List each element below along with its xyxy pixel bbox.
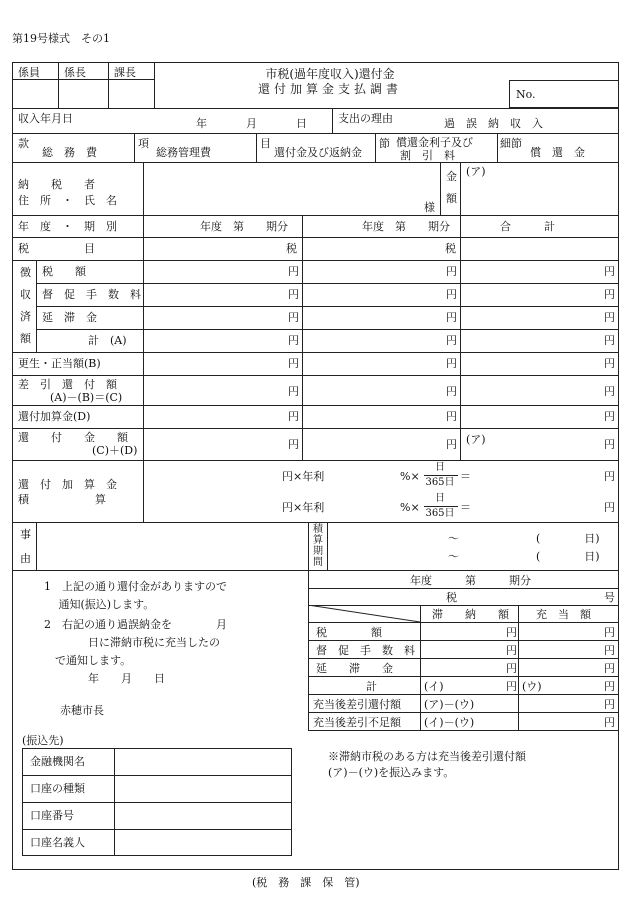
reason-char2: 由: [20, 552, 31, 565]
yen-mark-r4-c0: 円: [288, 357, 299, 370]
period-total: 合 計: [500, 220, 555, 233]
payment-reason-label: 支出の理由: [338, 112, 393, 125]
refund-label-line2: (C)＋(D): [92, 444, 138, 457]
accum-den1: 365日: [425, 477, 455, 488]
delinquent-row-total: 計: [366, 680, 377, 693]
after-refund-label: 充当後差引還付額: [313, 698, 401, 711]
period-tilde2: ～: [448, 550, 459, 563]
accumulation-label-line1: 還 付 加 算 金: [18, 478, 117, 491]
accum-eq1: ＝: [460, 470, 471, 483]
delinquent-period: 年度 第 期分: [410, 574, 531, 587]
collected-late-fee: 延 滞 金: [42, 311, 97, 324]
yen-mark-r7-c1: 円: [446, 438, 457, 451]
correction-label: 更生・正当額(B): [18, 357, 101, 370]
delinquent-col-arrears: 滞 納 額: [432, 608, 509, 621]
form-title-line1: 市税(過年度収入)還付金: [265, 67, 395, 81]
receipt-month: 月: [246, 117, 257, 130]
receipt-day: 日: [296, 117, 307, 130]
collected-total-a: 計 (A): [88, 334, 127, 347]
accum-yen2: 円: [604, 501, 615, 514]
notice-line3: 2 右記の通り過誤納金を 月: [44, 618, 227, 631]
transfer-bank-name: 金融機関名: [30, 755, 85, 768]
delinquent-yen-7: 円: [604, 680, 615, 693]
collected-reminder-fee: 督 促 手 数 料: [42, 288, 141, 301]
delinquent-yen-5: 円: [604, 662, 615, 675]
yen-mark-r1-c1: 円: [446, 288, 457, 301]
yen-mark-r2-c1: 円: [446, 311, 457, 324]
delinquent-yen-1: 円: [604, 626, 615, 639]
yen-mark-r5-c1: 円: [446, 385, 457, 398]
note-line2: (ア)－(ウ)を振込みます。: [328, 766, 455, 779]
delinquent-yen-4: 円: [506, 662, 517, 675]
period-char1: 積: [313, 524, 323, 535]
yen-mark-r0-c2: 円: [604, 265, 615, 278]
notice-line4: 日に滞納市税に充当したの: [44, 636, 220, 649]
refund-a-mark: (ア): [466, 433, 486, 446]
accum-pct2: %×: [400, 501, 420, 514]
taxpayer-label-line1: 納 税 者: [18, 178, 95, 191]
budget-kan-label: 款: [18, 137, 29, 150]
accum-den2: 365日: [425, 508, 455, 519]
delinquent-number: 号: [604, 591, 615, 604]
yen-mark-r7-c2: 円: [604, 438, 615, 451]
notice-line2: 通知(振込)します。: [44, 598, 155, 611]
period-col2: 年度 第 期分: [362, 220, 450, 233]
refund-label-line1: 還 付 金 額: [18, 431, 128, 444]
header-diagonal: [308, 605, 420, 622]
amount-a-mark: (ア): [466, 165, 486, 178]
tax-label: 税 目: [18, 242, 95, 255]
receipt-year: 年: [196, 117, 207, 130]
yen-mark-r0-c1: 円: [446, 265, 457, 278]
mayor-name: 赤穂市長: [60, 704, 104, 717]
period-char4: 間: [313, 557, 323, 568]
accum-num2: 日: [435, 493, 445, 504]
budget-saisetsu-label: 細節: [500, 137, 522, 150]
footer-storage: (税 務 課 保 管): [252, 876, 360, 889]
yen-mark-r3-c1: 円: [446, 334, 457, 347]
accum-pct1: %×: [400, 470, 420, 483]
budget-kou-label: 項: [138, 137, 149, 150]
delinquent-yen-3: 円: [604, 644, 615, 657]
notice-date: 年 月 日: [44, 672, 165, 685]
collected-char4: 額: [20, 332, 31, 345]
budget-setsu-value2: 割 引 料: [400, 149, 455, 162]
collected-char2: 収: [20, 288, 31, 301]
yen-mark-r6-c2: 円: [604, 410, 615, 423]
form-number: 第19号様式 その1: [12, 32, 110, 45]
period-days2: ( 日): [536, 550, 600, 563]
payment-reason-value: 過 誤 納 収 入: [444, 117, 543, 130]
approval-chief: 係長: [64, 66, 86, 79]
after-short-value: (イ)－(ウ): [424, 716, 475, 729]
transfer-account-holder: 口座名義人: [30, 836, 85, 849]
after-short-label: 充当後差引不足額: [313, 716, 401, 729]
delinquent-col-applied: 充 当 額: [536, 608, 591, 621]
accum-rate2: 円×年利: [282, 501, 325, 514]
diff-label-line1: 差 引 還 付 額: [18, 378, 117, 391]
budget-moku-label: 目: [260, 137, 271, 150]
yen-mark-r3-c2: 円: [604, 334, 615, 347]
yen-mark-r5-c2: 円: [604, 385, 615, 398]
yen-mark-r7-c0: 円: [288, 438, 299, 451]
tax-col1: 税: [286, 242, 297, 255]
reason-char1: 事: [20, 528, 31, 541]
delinquent-yen-9: 円: [604, 716, 615, 729]
delinquent-yen-2: 円: [506, 644, 517, 657]
yen-mark-r1-c2: 円: [604, 288, 615, 301]
tax-col2: 税: [445, 242, 456, 255]
collected-char3: 済: [20, 310, 31, 323]
receipt-date-label: 収入年月日: [18, 112, 73, 125]
period-days1: ( 日): [536, 532, 600, 545]
amount-label-char1: 金: [446, 170, 457, 183]
yen-mark-r2-c2: 円: [604, 311, 615, 324]
yen-mark-r5-c0: 円: [288, 385, 299, 398]
transfer-account-number: 口座番号: [30, 809, 74, 822]
notice-line5: で通知します。: [44, 654, 132, 667]
budget-setsu-value1: 償還金利子及び: [396, 136, 473, 149]
yen-mark-r3-c0: 円: [288, 334, 299, 347]
budget-saisetsu-value: 償 還 金: [530, 146, 585, 159]
yen-mark-r6-c0: 円: [288, 410, 299, 423]
yen-mark-r2-c0: 円: [288, 311, 299, 324]
period-tilde1: ～: [448, 532, 459, 545]
delinquent-tax: 税: [446, 591, 457, 604]
budget-moku-value: 還付金及び返納金: [274, 146, 362, 159]
accumulation-label-line2: 積 算: [18, 493, 106, 506]
delinquent-yen-0: 円: [506, 626, 517, 639]
delinquent-u-mark: (ウ): [522, 680, 542, 693]
accum-eq2: ＝: [460, 501, 471, 514]
delinquent-row-late: 延 滞 金: [316, 662, 393, 675]
period-label: 年 度 ・ 期 別: [18, 220, 117, 233]
budget-kan-value: 総 務 費: [42, 146, 97, 159]
taxpayer-label-line2: 住 所 ・ 氏 名: [18, 194, 117, 207]
budget-setsu-label: 節: [379, 137, 390, 150]
note-line1: ※滞納市税のある方は充当後差引還付額: [328, 750, 526, 763]
period-char2: 算: [313, 535, 323, 546]
transfer-account-type: 口座の種類: [30, 782, 85, 795]
period-char3: 期: [313, 546, 323, 557]
accum-yen1: 円: [604, 470, 615, 483]
approval-manager: 課長: [114, 66, 136, 79]
add-amount-label: 還付加算金(D): [18, 410, 91, 423]
collected-char1: 徴: [20, 266, 31, 279]
number-label: No.: [516, 88, 536, 101]
taxpayer-sama: 様: [424, 201, 435, 214]
diff-label-line2: (A)－(B)＝(C): [50, 391, 123, 404]
yen-mark-r6-c1: 円: [446, 410, 457, 423]
amount-label-char2: 額: [446, 192, 457, 205]
yen-mark-r1-c0: 円: [288, 288, 299, 301]
yen-mark-r0-c0: 円: [288, 265, 299, 278]
approval-clerk: 係員: [18, 66, 40, 79]
delinquent-i-mark: (イ): [424, 680, 444, 693]
transfer-header: (振込先): [22, 734, 64, 747]
delinquent-row-fee: 督 促 手 数 料: [316, 644, 415, 657]
yen-mark-r4-c1: 円: [446, 357, 457, 370]
collected-tax-amount: 税 額: [42, 265, 86, 278]
delinquent-yen-8: 円: [604, 698, 615, 711]
accum-num1: 日: [435, 462, 445, 473]
delinquent-row-tax: 税 額: [316, 626, 382, 639]
after-refund-value: (ア)－(ウ): [424, 698, 475, 711]
budget-kou-value: 総務管理費: [156, 146, 211, 159]
period-col1: 年度 第 期分: [200, 220, 288, 233]
yen-mark-r4-c2: 円: [604, 357, 615, 370]
accum-rate1: 円×年利: [282, 470, 325, 483]
delinquent-yen-6: 円: [506, 680, 517, 693]
form-title-line2: 還付加算金支払調書: [257, 82, 402, 96]
notice-line1: 1 上記の通り還付金がありますので: [44, 580, 227, 593]
